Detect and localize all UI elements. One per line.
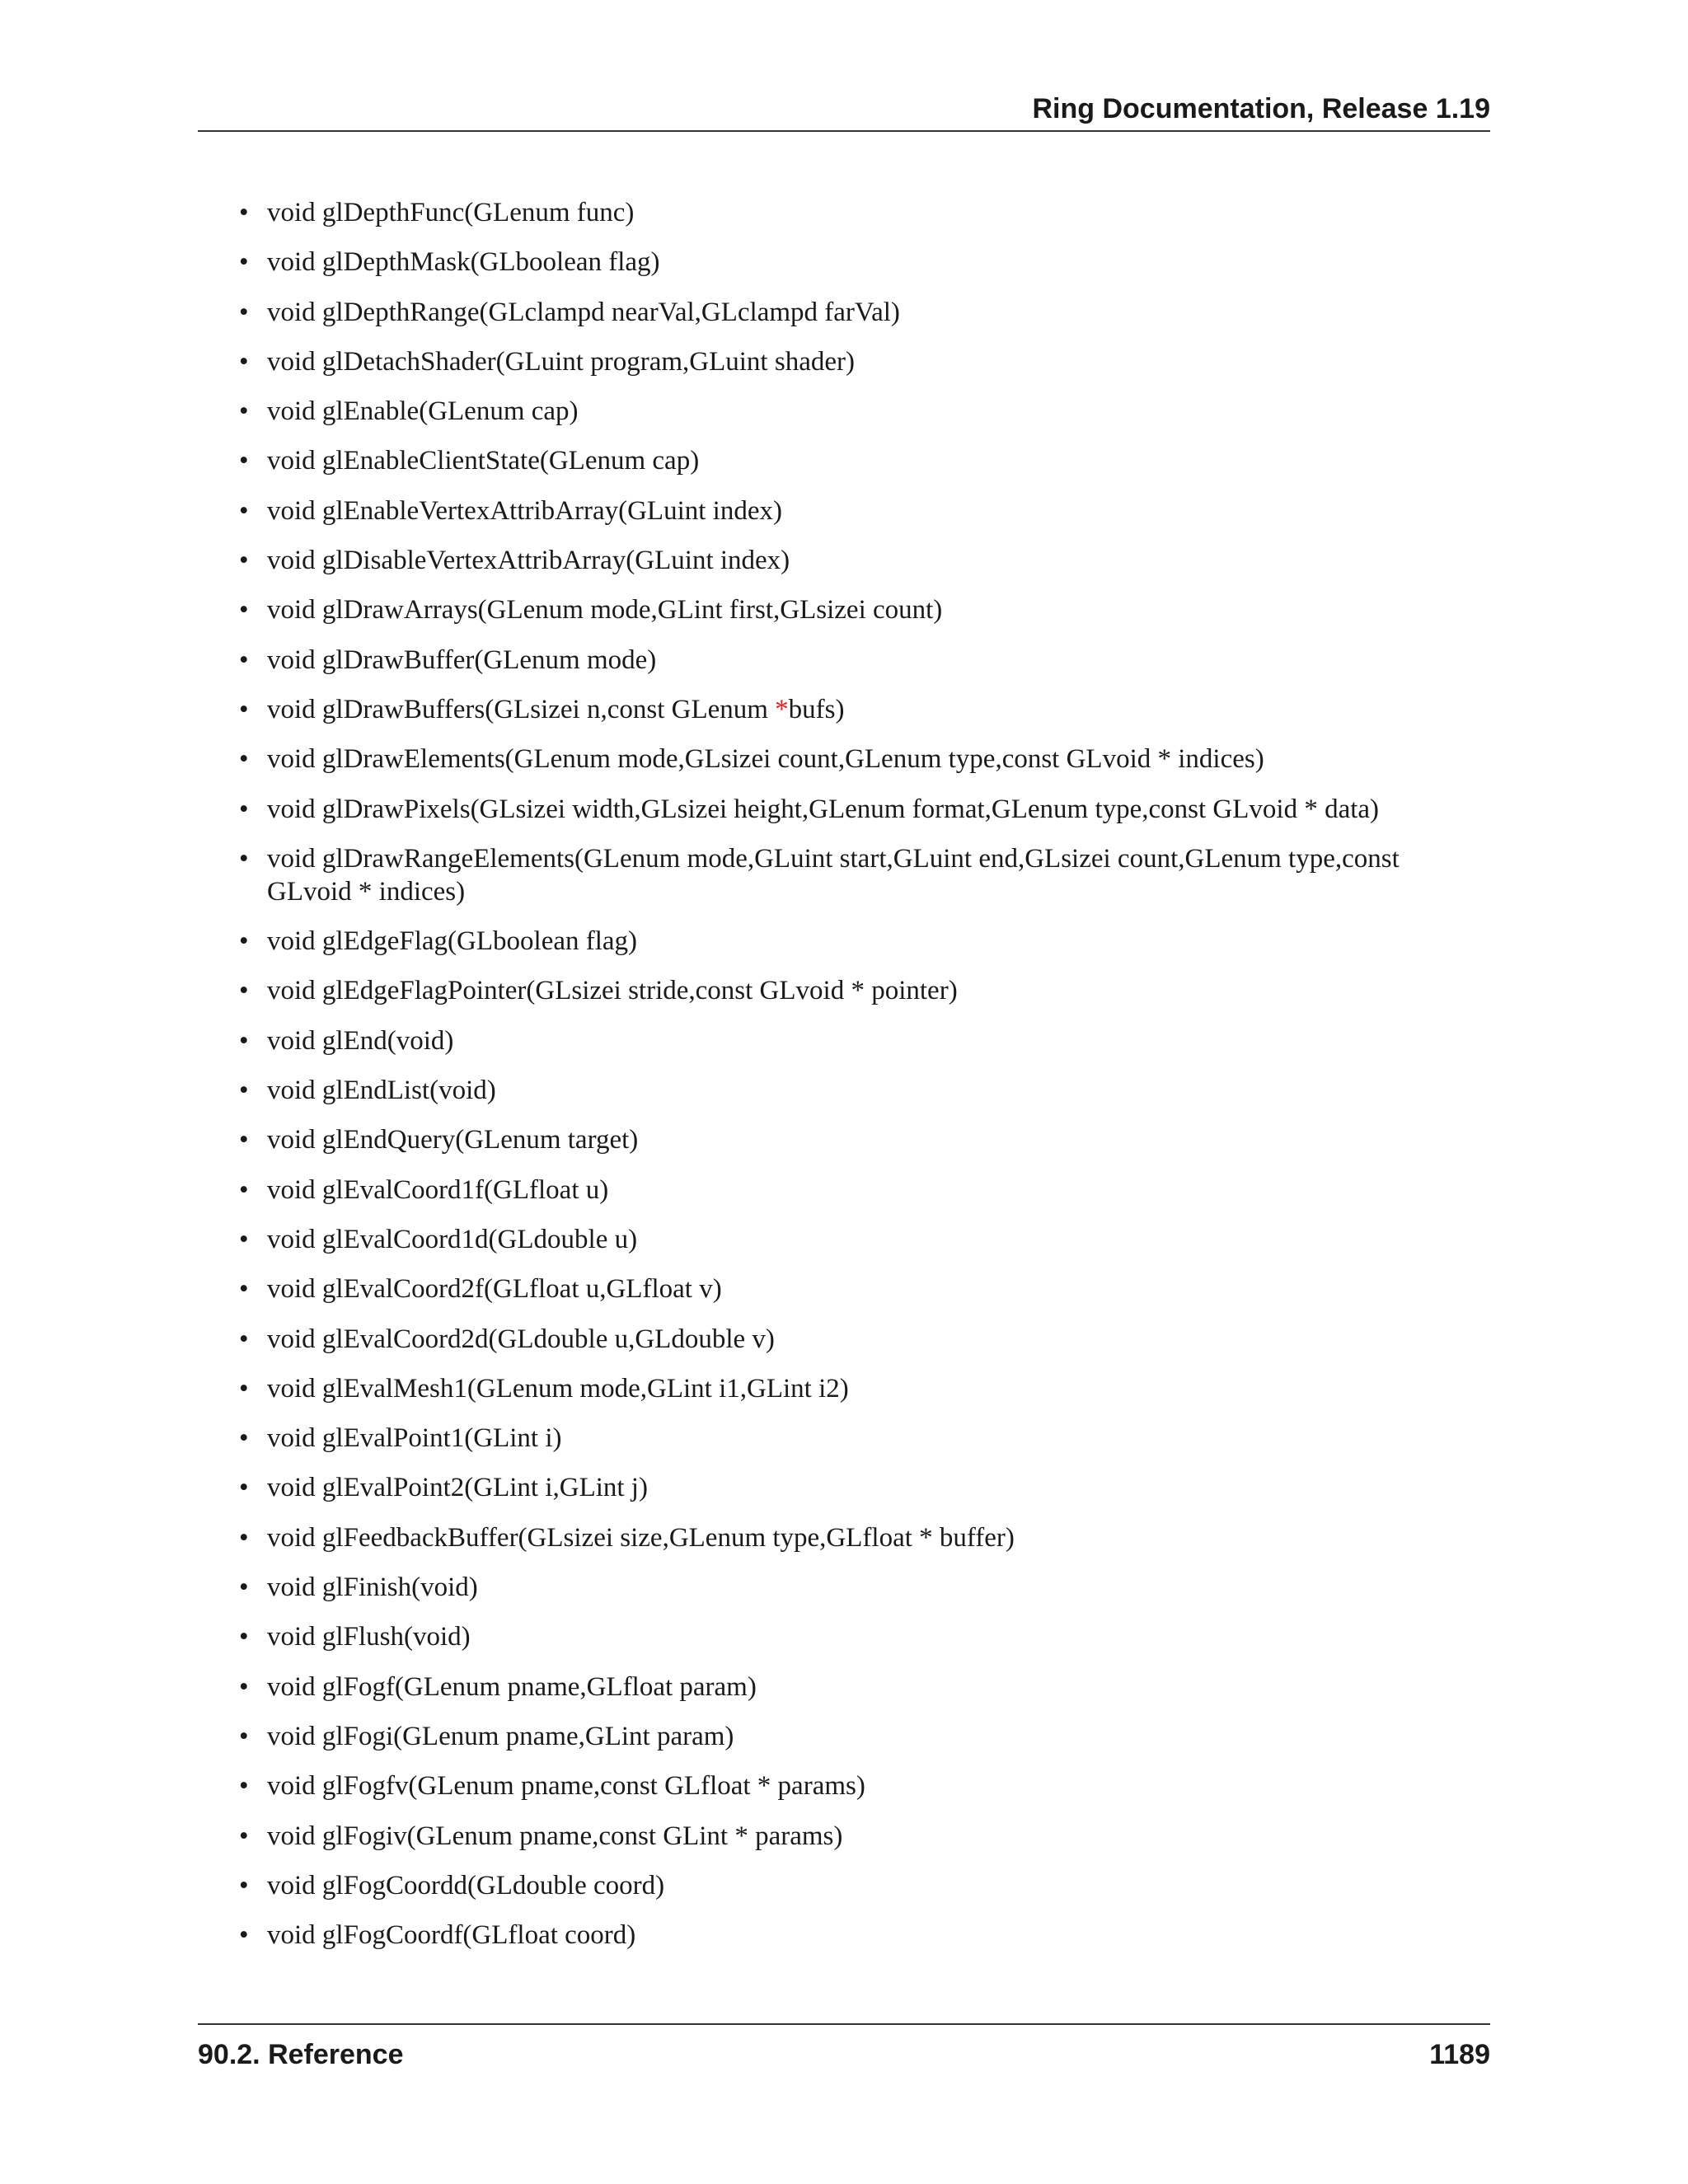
function-list xyxy=(198,196,1490,1952)
function-list-item: • void glEvalMesh1(GLenum mode,GLint i1,GLint i2) xyxy=(198,1372,1490,1405)
function-list-item: • void glEndList(void) xyxy=(198,1074,1490,1107)
function-list-item: • void glDrawBuffer(GLenum mode) xyxy=(198,644,1490,677)
function-list-item: • void glEvalCoord2f(GLfloat u,GLfloat v) xyxy=(198,1272,1490,1305)
function-list-item: • void glEdgeFlagPointer(GLsizei stride,const GLvoid * pointer) xyxy=(198,974,1490,1007)
page-header xyxy=(198,92,1490,132)
function-list-item: • void glFogCoordd(GLdouble coord) xyxy=(198,1869,1490,1902)
function-list-item: • void glFogfv(GLenum pname,const GLfloat * params) xyxy=(198,1769,1490,1802)
function-list-item xyxy=(198,693,1490,726)
function-list-item: • void glEnable(GLenum cap) xyxy=(198,395,1490,428)
function-list-item: • void glDrawElements(GLenum mode,GLsizei count,GLenum type,const GLvoid * indices) xyxy=(198,743,1490,776)
function-list-item: • void glFlush(void) xyxy=(198,1620,1490,1653)
function-list-item: • void glDepthMask(GLboolean flag) xyxy=(198,246,1490,279)
page-number: 1189 xyxy=(1429,2039,1490,2070)
function-signature-part: bufs) xyxy=(788,694,845,724)
function-list-item: • void glEdgeFlag(GLboolean flag) xyxy=(198,925,1490,958)
function-list-item: • void glFogCoordf(GLfloat coord) xyxy=(198,1919,1490,1952)
section-reference: 90.2. Reference xyxy=(198,2039,404,2070)
function-list-item: • void glEnableVertexAttribArray(GLuint index) xyxy=(198,494,1490,527)
function-list-item: • void glFogf(GLenum pname,GLfloat param) xyxy=(198,1671,1490,1704)
function-list-item: • void glEvalCoord2d(GLdouble u,GLdouble v) xyxy=(198,1323,1490,1356)
function-list-item: • void glEvalCoord1f(GLfloat u) xyxy=(198,1174,1490,1207)
function-list-item: • void glFinish(void) xyxy=(198,1571,1490,1604)
highlighted-asterisk: * xyxy=(775,694,789,724)
function-list-item: • void glDepthRange(GLclampd nearVal,GLclampd farVal) xyxy=(198,296,1490,329)
function-list-item: • void glFogiv(GLenum pname,const GLint * params) xyxy=(198,1820,1490,1853)
function-list-item: • void glDetachShader(GLuint program,GLuint shader) xyxy=(198,345,1490,378)
function-list-item: • void glEnd(void) xyxy=(198,1024,1490,1057)
function-list-item: • void glDisableVertexAttribArray(GLuint index) xyxy=(198,544,1490,577)
page-footer xyxy=(198,2023,1490,2071)
function-list-item: • void glFogi(GLenum pname,GLint param) xyxy=(198,1720,1490,1753)
function-list-item: • void glFeedbackBuffer(GLsizei size,GLenum type,GLfloat * buffer) xyxy=(198,1521,1490,1554)
document-title: Ring Documentation, Release 1.19 xyxy=(1032,93,1490,124)
function-list-item: • void glEvalPoint2(GLint i,GLint j) xyxy=(198,1471,1490,1504)
function-list-item: • void glEvalPoint1(GLint i) xyxy=(198,1422,1490,1455)
function-list-item: • void glDepthFunc(GLenum func) xyxy=(198,196,1490,229)
function-list-item: • void glEndQuery(GLenum target) xyxy=(198,1123,1490,1156)
function-list-item: • void glEvalCoord1d(GLdouble u) xyxy=(198,1223,1490,1256)
function-signature-part: void glDrawBuffers(GLsizei n,const GLenum xyxy=(267,694,776,724)
function-list-item: • void glDrawArrays(GLenum mode,GLint first,GLsizei count) xyxy=(198,593,1490,626)
function-list-item: • void glEnableClientState(GLenum cap) xyxy=(198,444,1490,477)
function-list-item: • void glDrawRangeElements(GLenum mode,GLuint start,GLuint end,GLsizei count,GLenum type,const GLvoid * indices) xyxy=(198,842,1490,908)
function-list-item: • void glDrawPixels(GLsizei width,GLsizei height,GLenum format,GLenum type,const GLvoid * data) xyxy=(198,793,1490,826)
page-content xyxy=(198,196,1490,1968)
